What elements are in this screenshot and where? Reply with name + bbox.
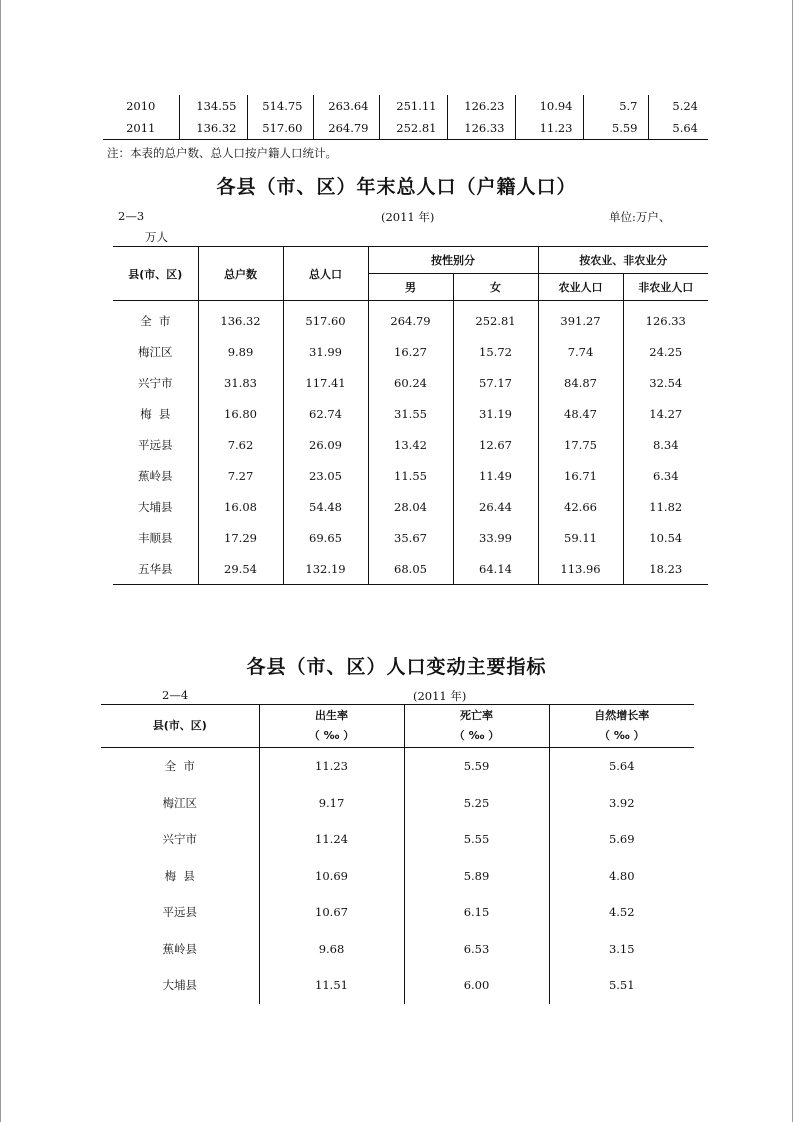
value-cell: 33.99 bbox=[453, 522, 538, 553]
county-name-cell: 兴宁市 bbox=[138, 375, 173, 390]
value-cell: 5.55 bbox=[404, 821, 549, 858]
value-cell: 7.62 bbox=[198, 429, 283, 460]
county-name-cell: 大埔县 bbox=[162, 978, 197, 993]
value-cell: 31.55 bbox=[368, 398, 453, 429]
value-cell: 68.05 bbox=[368, 553, 453, 585]
table-row bbox=[101, 785, 694, 822]
county-name-cell: 五华县 bbox=[113, 553, 198, 585]
county-name-cell: 平远县 bbox=[138, 437, 173, 452]
header-row bbox=[113, 247, 708, 274]
value-cell: 54.48 bbox=[283, 491, 368, 522]
value-cell: 11.51 bbox=[259, 967, 404, 1004]
value-cell: 59.11 bbox=[538, 522, 623, 553]
year-cell: 2011 bbox=[103, 117, 179, 140]
value-cell: 31.83 bbox=[198, 367, 283, 398]
value-cell: 26.09 bbox=[283, 429, 368, 460]
value-cell: 6.15 bbox=[404, 894, 549, 931]
value-cell: 3.15 bbox=[549, 931, 694, 968]
value-cell: 23.05 bbox=[283, 460, 368, 491]
unit-label: 单位:万户、 bbox=[609, 210, 671, 224]
value-cell: 5.59 bbox=[404, 748, 549, 785]
value-cell: 32.54 bbox=[623, 367, 708, 398]
value-cell: 126.33 bbox=[623, 301, 708, 337]
header-households: 总户数 bbox=[198, 247, 283, 301]
value-cell: 10.67 bbox=[259, 894, 404, 931]
county-name-cell: 丰顺县 bbox=[138, 530, 173, 545]
table-row bbox=[101, 894, 694, 931]
value-cell: 11.55 bbox=[368, 460, 453, 491]
value-cell: 42.66 bbox=[538, 491, 623, 522]
value-cell: 17.75 bbox=[538, 429, 623, 460]
value-cell: 5.64 bbox=[648, 117, 708, 140]
value-cell: 263.64 bbox=[313, 95, 379, 117]
value-cell: 31.19 bbox=[453, 398, 538, 429]
header-male: 男 bbox=[368, 274, 453, 301]
county-name-cell: 蕉岭县 bbox=[162, 941, 197, 956]
header-growth-label: 自然增长率 bbox=[594, 709, 650, 722]
table-row bbox=[113, 553, 708, 585]
value-cell: 11.24 bbox=[259, 821, 404, 858]
top-continuation-table bbox=[103, 95, 708, 140]
value-cell: 126.33 bbox=[447, 117, 515, 140]
value-cell: 10.69 bbox=[259, 858, 404, 895]
value-cell: 48.47 bbox=[538, 398, 623, 429]
value-cell: 514.75 bbox=[247, 95, 313, 117]
value-cell: 5.51 bbox=[549, 967, 694, 1004]
value-cell: 9.17 bbox=[259, 785, 404, 822]
section-title-population: 各县（市、区）年末总人口（户籍人口） bbox=[216, 176, 577, 198]
county-name-cell: 平远县 bbox=[162, 905, 197, 920]
value-cell: 517.60 bbox=[283, 301, 368, 337]
header-county: 县(市、区) bbox=[113, 247, 198, 301]
population-table bbox=[113, 246, 708, 585]
header-growth-rate bbox=[549, 705, 694, 748]
value-cell: 5.64 bbox=[549, 748, 694, 785]
value-cell: 17.29 bbox=[198, 522, 283, 553]
value-cell: 252.81 bbox=[453, 301, 538, 337]
table-row bbox=[113, 460, 708, 491]
page-edge-left bbox=[0, 0, 1, 1122]
value-cell: 134.55 bbox=[179, 95, 247, 117]
county-name-cell: 梅 县 bbox=[164, 868, 195, 883]
table-row bbox=[113, 336, 708, 367]
table-row bbox=[113, 522, 708, 553]
value-cell: 264.79 bbox=[313, 117, 379, 140]
header-row bbox=[101, 705, 694, 748]
county-name-cell: 梅江区 bbox=[162, 795, 197, 810]
table-year: (2011 年) bbox=[413, 689, 467, 703]
value-cell: 28.04 bbox=[368, 491, 453, 522]
value-cell: 117.41 bbox=[283, 367, 368, 398]
value-cell: 12.67 bbox=[453, 429, 538, 460]
table-row bbox=[101, 748, 694, 785]
table-year: (2011 年) bbox=[381, 210, 435, 224]
value-cell: 15.72 bbox=[453, 336, 538, 367]
table-row bbox=[113, 491, 708, 522]
value-cell: 35.67 bbox=[368, 522, 453, 553]
value-cell: 16.80 bbox=[198, 398, 283, 429]
value-cell: 64.14 bbox=[453, 553, 538, 585]
header-death-label: 死亡率 bbox=[460, 709, 493, 722]
value-cell: 11.82 bbox=[623, 491, 708, 522]
table-row bbox=[113, 301, 708, 337]
value-cell: 5.69 bbox=[549, 821, 694, 858]
table-row bbox=[113, 398, 708, 429]
county-name-cell: 大埔县 bbox=[138, 499, 173, 514]
header-birth-rate bbox=[259, 705, 404, 748]
value-cell: 5.89 bbox=[404, 858, 549, 895]
value-cell: 264.79 bbox=[368, 301, 453, 337]
value-cell: 517.60 bbox=[247, 117, 313, 140]
header-birth-label: 出生率 bbox=[315, 709, 348, 722]
value-cell: 6.34 bbox=[623, 460, 708, 491]
header-unit: （ ‰ ） bbox=[599, 729, 645, 742]
value-cell: 84.87 bbox=[538, 367, 623, 398]
value-cell: 29.54 bbox=[198, 553, 283, 585]
year-cell: 2010 bbox=[126, 99, 156, 113]
value-cell: 11.23 bbox=[259, 748, 404, 785]
table-code: 2—4 bbox=[162, 688, 189, 702]
table-row bbox=[101, 931, 694, 968]
value-cell: 24.25 bbox=[623, 336, 708, 367]
value-cell: 16.27 bbox=[368, 336, 453, 367]
header-nonagri: 非农业人口 bbox=[623, 274, 708, 301]
value-cell: 252.81 bbox=[379, 117, 447, 140]
table-row bbox=[113, 429, 708, 460]
header-unit: （ ‰ ） bbox=[453, 729, 500, 742]
value-cell: 6.00 bbox=[404, 967, 549, 1004]
value-cell: 9.89 bbox=[198, 336, 283, 367]
value-cell: 5.7 bbox=[583, 95, 648, 117]
value-cell: 4.80 bbox=[549, 858, 694, 895]
value-cell: 16.08 bbox=[198, 491, 283, 522]
population-change-table bbox=[101, 704, 694, 1004]
header-female: 女 bbox=[453, 274, 538, 301]
value-cell: 13.42 bbox=[368, 429, 453, 460]
county-name-cell: 蕉岭县 bbox=[138, 468, 173, 483]
value-cell: 11.49 bbox=[453, 460, 538, 491]
table-note: 注：本表的总户数、总人口按户籍人口统计。 bbox=[107, 146, 337, 160]
table-row bbox=[103, 95, 708, 117]
header-county: 县(市、区) bbox=[101, 705, 259, 748]
value-cell: 5.59 bbox=[583, 117, 648, 140]
value-cell: 3.92 bbox=[549, 785, 694, 822]
value-cell: 69.65 bbox=[283, 522, 368, 553]
value-cell: 18.23 bbox=[623, 553, 708, 585]
value-cell: 5.25 bbox=[404, 785, 549, 822]
value-cell: 136.32 bbox=[179, 117, 247, 140]
header-by-agri: 按农业、非农业分 bbox=[538, 247, 708, 274]
value-cell: 7.74 bbox=[538, 336, 623, 367]
header-death-rate bbox=[404, 705, 549, 748]
county-name-cell: 全 市 bbox=[164, 759, 195, 774]
table-row bbox=[101, 821, 694, 858]
county-name-cell: 全 市 bbox=[140, 313, 171, 328]
value-cell: 62.74 bbox=[283, 398, 368, 429]
county-name-cell: 梅 县 bbox=[140, 406, 171, 421]
value-cell: 136.32 bbox=[198, 301, 283, 337]
section-title-change: 各县（市、区）人口变动主要指标 bbox=[246, 656, 547, 678]
value-cell: 8.34 bbox=[623, 429, 708, 460]
county-name-cell: 梅江区 bbox=[138, 344, 173, 359]
value-cell: 14.27 bbox=[623, 398, 708, 429]
value-cell: 31.99 bbox=[283, 336, 368, 367]
value-cell: 16.71 bbox=[538, 460, 623, 491]
table-code: 2—3 bbox=[118, 209, 145, 223]
unit-label-continued: 万人 bbox=[145, 230, 168, 244]
value-cell: 251.11 bbox=[379, 95, 447, 117]
header-agri: 农业人口 bbox=[538, 274, 623, 301]
header-by-sex: 按性别分 bbox=[368, 247, 538, 274]
header-unit: （ ‰ ） bbox=[308, 729, 355, 742]
value-cell: 126.23 bbox=[447, 95, 515, 117]
value-cell: 10.94 bbox=[515, 95, 583, 117]
table-row bbox=[101, 967, 694, 1004]
value-cell: 10.54 bbox=[623, 522, 708, 553]
value-cell: 113.96 bbox=[538, 553, 623, 585]
value-cell: 9.68 bbox=[259, 931, 404, 968]
table-row bbox=[101, 858, 694, 895]
value-cell: 26.44 bbox=[453, 491, 538, 522]
value-cell: 11.23 bbox=[515, 117, 583, 140]
value-cell: 4.52 bbox=[549, 894, 694, 931]
table-row bbox=[103, 117, 708, 140]
value-cell: 132.19 bbox=[283, 553, 368, 585]
value-cell: 57.17 bbox=[453, 367, 538, 398]
value-cell: 7.27 bbox=[198, 460, 283, 491]
value-cell: 5.24 bbox=[648, 95, 708, 117]
header-population: 总人口 bbox=[283, 247, 368, 301]
table-row bbox=[113, 367, 708, 398]
county-name-cell: 兴宁市 bbox=[162, 832, 197, 847]
value-cell: 60.24 bbox=[368, 367, 453, 398]
value-cell: 6.53 bbox=[404, 931, 549, 968]
value-cell: 391.27 bbox=[538, 301, 623, 337]
